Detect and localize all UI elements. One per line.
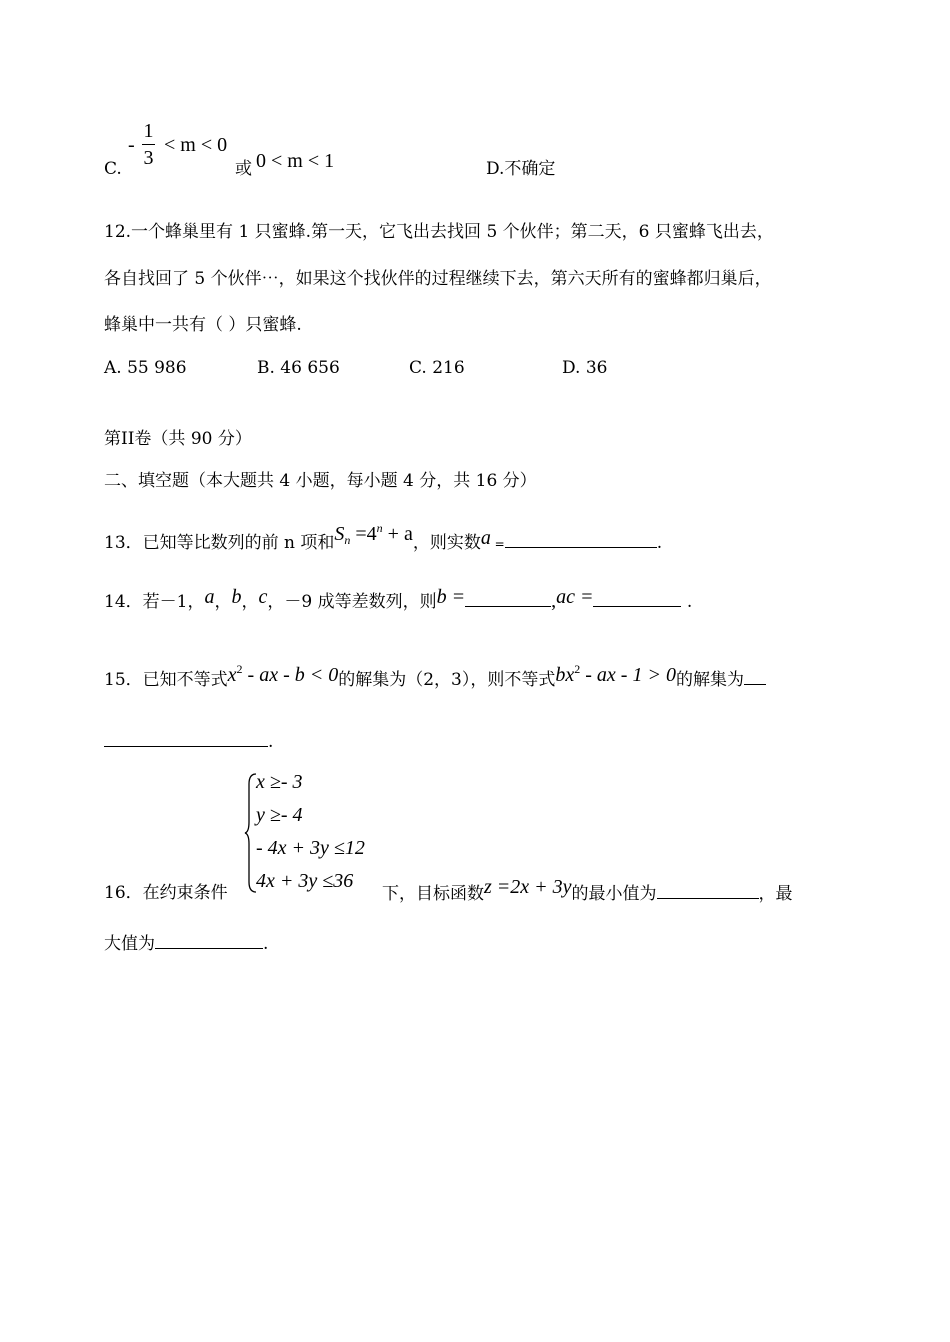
q16-min-answer-blank[interactable] [657,882,759,899]
constraint-1: x ≥- 3 [256,771,303,793]
q12-option-a: A. 55 986 [104,358,187,378]
inequality-part1: < m < 0 [164,134,228,156]
question-16-line2 [104,932,268,955]
q15-text: 15．已知不等式 [104,670,228,690]
q16-after: 的最小值为 [571,884,657,904]
q13-text: 13．已知等比数列的前 n 项和 [104,533,335,553]
q13-after: ，则实数 [412,533,481,553]
q14-comma1: ， [214,592,232,612]
q14-comma2: ， [241,592,259,612]
q15-answer-blank-b[interactable] [104,730,268,747]
ineq1-squared: 2 [236,662,243,676]
sum-symbol: S [334,523,345,545]
ineq2-squared: 2 [574,662,581,676]
q15-inequality1 [228,664,339,686]
q12-line1: 12.一个蜂巢里有 1 只蜜蜂.第一天，它飞出去找回 5 个伙伴；第二天，6 只蜜蜂飞出去， [104,222,774,242]
q12-option-b: B. 46 656 [257,358,340,378]
constraint-2: y ≥- 4 [256,804,303,826]
q15-dot: . [268,732,274,752]
q14-ac-answer-blank[interactable] [593,590,681,607]
q16-objective-function: z =2x + 3y [484,876,572,898]
minus-sign: - [128,134,135,156]
q14-text: 14．若－1， [104,592,205,612]
plus-a: + a [382,523,413,545]
constraint-3: - 4x + 3y ≤12 [256,837,365,859]
q16-max-answer-blank[interactable] [155,932,263,949]
q12-line2: 各自找回了 5 个伙伴⋯，如果这个找伙伴的过程继续下去，第六天所有的蜜蜂都归巢后， [104,269,772,289]
q15-mid: 的解集为（2，3），则不等式 [338,670,556,690]
q14-text2: ，－9 成等差数列，则 [267,592,437,612]
constraint-4: 4x + 3y ≤36 [256,870,354,892]
or-text: 或 [235,159,252,179]
equals-four: =4 [350,523,377,545]
q15-inequality2 [555,664,676,686]
fraction-denominator: 3 [143,147,154,169]
q16-comma: ，最 [758,884,793,904]
part-two-heading: 第II卷（共 90 分） [104,429,252,449]
q12-option-c: C. 216 [409,358,465,378]
q14-var-b: b [231,586,242,608]
ineq1-rest: - ax - b < 0 [242,664,339,686]
question-15 [104,662,766,691]
q13-var-a: a [480,527,491,549]
q14-var-a: a [204,586,215,608]
q14-b-answer-blank[interactable] [465,590,551,607]
question-16-line1 [382,876,793,905]
q13-formula [334,523,412,545]
question-14: 14．若－1，a，b，c，－9 成等差数列，则b = ,ac = . [104,586,693,612]
q12-line3: 蜂巢中一共有（ ）只蜜蜂. [104,315,302,335]
ineq2-rest: - ax - 1 > 0 [580,664,676,686]
superscript-n: n [376,521,383,535]
q14-b-equals: b = [436,586,466,608]
option-d: D.不确定 [486,159,556,179]
fraction-one-third [142,120,155,170]
ineq2-bx: bx [555,664,575,686]
q14-var-c: c [258,586,268,608]
fraction-bar [142,144,155,145]
q16-mid: 下，目标函数 [382,884,484,904]
q14-ac-equals: ac = [556,586,594,608]
q13-equals: = [490,537,505,551]
q15-answer-blank-a[interactable] [744,668,766,685]
option-c-label: C. [104,159,122,179]
q15-end: 的解集为 [675,670,744,690]
q13-answer-blank[interactable] [505,531,657,548]
q15-line2 [104,730,273,753]
section-heading: 二、填空题（本大题共 4 小题，每小题 4 分，共 16 分） [104,471,537,491]
q16-text: 16．在约束条件 [104,883,228,903]
question-13: 13．已知等比数列的前 n 项和$S_n =4^n + a$，则实数a = . [104,521,663,553]
fraction-numerator: 1 [143,120,154,142]
q12-option-d: D. 36 [562,358,608,378]
subscript-n: n [344,533,351,547]
q14-comma: , [551,590,557,612]
inequality-part2: 0 < m < 1 [256,150,335,172]
q16-dot: . [263,934,269,954]
q16-line2-text: 大值为 [104,934,155,954]
ineq1-x: x [227,664,237,686]
